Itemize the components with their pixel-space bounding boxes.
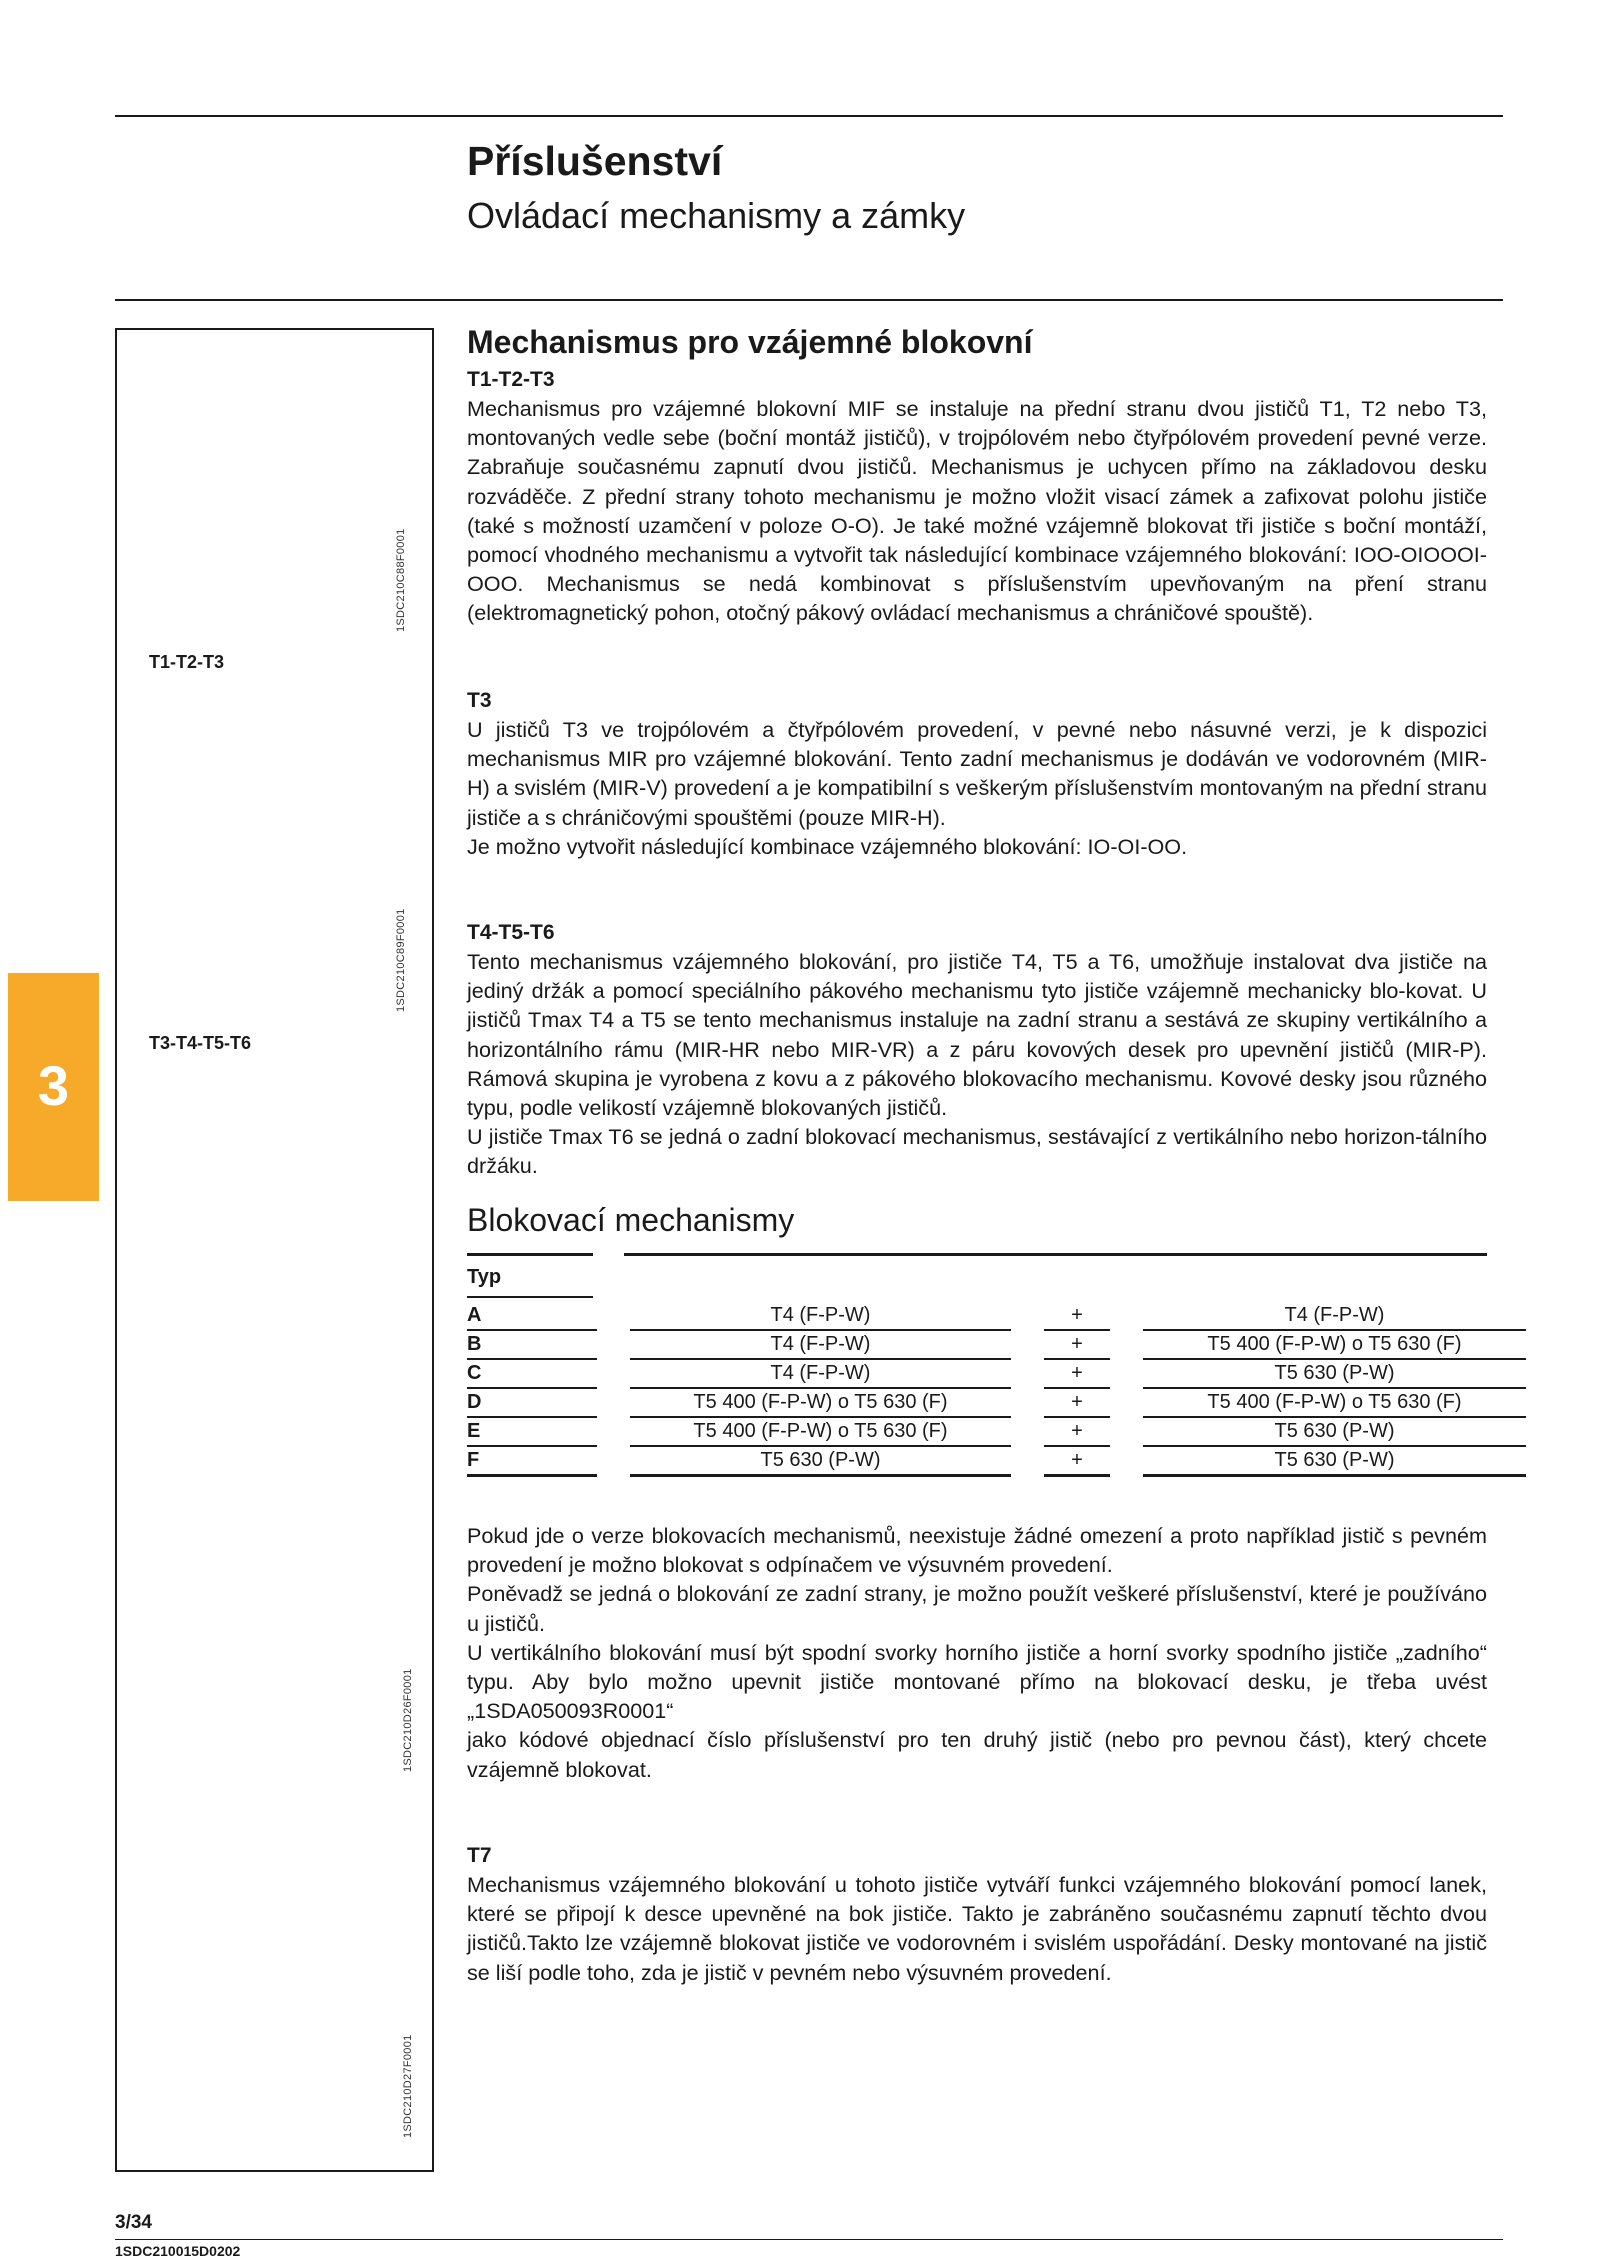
table-row: [467, 1360, 1526, 1389]
section-text: Tento mechanismus vzájemného blokování, pro jističe T4, T5 a T6, umožňuje instalovat dva jističe na jediný držák a pomocí speciálního pákového mechanismu tyto jističe vzájemně mechanicky blo-kovat. U jističů Tmax T4 a T5 se tento mechanismus instaluje na zadní stranu a sestává ze skupiny vertikálního a horizontálního rámu (MIR-HR nebo MIR-VR) a z páru kovových desek pro upevnění jističů (MIR-P). Rámová skupina je vyrobena z kovu a z pákového blokovacího mechanismu. Kovové desky jsou různého typu, podle velikostí vzájemně blokovaných jističů.: [467, 949, 1487, 1121]
image-code: 1SDC210C89F0001: [395, 908, 407, 1012]
table-top-rule: [467, 1253, 593, 1256]
typ-cell: F: [467, 1447, 597, 1477]
plus-sign: +: [1044, 1389, 1110, 1418]
table-row: [467, 1418, 1526, 1447]
left-breaker: T5 630 (P-W): [630, 1447, 1011, 1477]
section-title: T7: [467, 1844, 492, 1867]
plus-sign: +: [1044, 1302, 1110, 1331]
section-title: T4-T5-T6: [467, 921, 555, 944]
section-title: T3: [467, 689, 492, 712]
typ-cell: B: [467, 1331, 597, 1360]
right-breaker: T4 (F-P-W): [1143, 1302, 1526, 1331]
section-text: Mechanismus vzájemného blokování u tohoto jističe vytváří funkci vzájemného blokování pomocí lanek, které se připojí k desce upevněné na bok jističe. Takto je zabráněno současnému zapnutí těchto dvou jističů.Takto lze vzájemně blokovat jističe ve vodorovném i svislém uspořádání. Desky montované na jistič se liší podle toho, zda je jistič v pevném nebo výsuvném provedení.: [467, 1872, 1487, 1985]
right-breaker: T5 630 (P-W): [1143, 1447, 1526, 1477]
footer-rule: [115, 2239, 1503, 2240]
left-breaker: T4 (F-P-W): [630, 1302, 1011, 1331]
blocking-table: [467, 1302, 1526, 1477]
table-row: [467, 1331, 1526, 1360]
header-rule: [115, 299, 1503, 301]
note-paragraph: jako kódové objednací číslo příslušenství pro ten druhý jistič (nebo pro pevnou část), který chcete vzájemně blokovat.: [467, 1727, 1487, 1782]
note-paragraph: U vertikálního blokování musí být spodní svorky horního jističe a horní svorky spodního jističe „zadního“ typu. Aby bylo možno upevnit jističe montované přímo na blokovací desku, je třeba uvést „1SDA050093R0001“: [467, 1639, 1487, 1724]
image-column: [115, 328, 434, 2172]
section-text: U jističů T3 ve trojpólovém a čtyřpólovém provedení, v pevné nebo násuvné verzi, je k dispozici mechanismus MIR pro vzájemné blokování. Tento zadní mechanismus je dodáván ve vodorovném (MIR-H) a svislém (MIR-V) provedení a je kompatibilní s veškerým příslušenstvím montovaným na přední stranu jističe a s chráničovými spouštěmi (pouze MIR-H).: [467, 717, 1487, 830]
image-code: 1SDC210C88F0001: [395, 528, 407, 632]
section-t7: [467, 1841, 1487, 1987]
section-t4-t5-t6: [467, 918, 1487, 1181]
page-title: Příslušenství: [467, 138, 723, 184]
table-header-rule: [467, 1296, 593, 1298]
left-breaker: T4 (F-P-W): [630, 1360, 1011, 1389]
note-paragraph: Poněvadž se jedná o blokování ze zadní strany, je možno použít veškeré příslušenství, které je používáno u jističů.: [467, 1581, 1487, 1636]
right-breaker: T5 400 (F-P-W) o T5 630 (F): [1143, 1389, 1526, 1418]
right-breaker: T5 400 (F-P-W) o T5 630 (F): [1143, 1331, 1526, 1360]
plus-sign: +: [1044, 1418, 1110, 1447]
right-breaker: T5 630 (P-W): [1143, 1360, 1526, 1389]
notes-section: [467, 1521, 1487, 1784]
section-t1-t2-t3: [467, 324, 1487, 628]
blocking-table-section: [467, 1202, 1487, 1239]
table-row: [467, 1302, 1526, 1331]
typ-cell: D: [467, 1389, 597, 1418]
image-label-t1-t2-t3: T1-T2-T3: [149, 652, 225, 672]
page-number: 3/34: [115, 2212, 152, 2233]
image-label-t3-t4-t5-t6: T3-T4-T5-T6: [149, 1033, 252, 1053]
table-typ-header: Typ: [467, 1266, 502, 1288]
table-heading: Blokovací mechanismy: [467, 1202, 795, 1238]
left-breaker: T4 (F-P-W): [630, 1331, 1011, 1360]
typ-cell: C: [467, 1360, 597, 1389]
section-number: 3: [37, 1054, 70, 1117]
note-paragraph: Pokud jde o verze blokovacích mechanismů, neexistuje žádné omezení a proto například jistič s pevném provedení je možno blokovat s odpínačem ve výsuvném provedení.: [467, 1523, 1487, 1578]
plus-sign: +: [1044, 1447, 1110, 1477]
section-text: Je možno vytvořit následující kombinace vzájemného blokování: IO-OI-OO.: [467, 833, 1188, 859]
section-t3: [467, 686, 1487, 861]
table-row: [467, 1389, 1526, 1418]
left-breaker: T5 400 (F-P-W) o T5 630 (F): [630, 1418, 1011, 1447]
top-rule: [115, 115, 1503, 117]
plus-sign: +: [1044, 1331, 1110, 1360]
section-text: U jističe Tmax T6 se jedná o zadní blokovací mechanismus, sestávající z vertikálního nebo horizon-tálního držáku.: [467, 1124, 1487, 1179]
typ-cell: E: [467, 1418, 597, 1447]
typ-cell: A: [467, 1302, 597, 1331]
image-code: 1SDC210D26F0001: [402, 1668, 414, 1772]
section-tab: [8, 973, 99, 1201]
document-code: 1SDC210015D0202: [115, 2243, 241, 2259]
table-row: [467, 1447, 1526, 1477]
section-title: T1-T2-T3: [467, 368, 555, 391]
main-heading: Mechanismus pro vzájemné blokovní: [467, 324, 1033, 360]
section-text: Mechanismus pro vzájemné blokovní MIF se instaluje na přední stranu dvou jističů T1, T2 nebo T3, montovaných vedle sebe (boční montáž jističů), v trojpólovém nebo čtyřpólovém provedení pevné verze. Zabraňuje současnému zapnutí dvou jističů. Mechanismus je uchycen přímo na základovou desku rozváděče. Z přední strany tohoto mechanismu je možno vložit visací zámek a zafixovat polohu jističe (také s možností uzamčení v poloze O-O). Je také možné vzájemně blokovat tři jističe s boční montáží, pomocí vhodného mechanismu a vytvořit tak následující kombinace vzájemného blokování: IOO-OIOOOI-OOO. Mechanismus se nedá kombinovat s příslušenstvím upevňovaným na pření stranu (elektromagnetický pohon, otočný pákový ovládací mechanismus a chráničové spouště).: [467, 396, 1487, 626]
left-breaker: T5 400 (F-P-W) o T5 630 (F): [630, 1389, 1011, 1418]
plus-sign: +: [1044, 1360, 1110, 1389]
table-top-rule: [624, 1253, 1487, 1256]
right-breaker: T5 630 (P-W): [1143, 1418, 1526, 1447]
image-code: 1SDC210D27F0001: [402, 2034, 414, 2138]
page-subtitle: Ovládací mechanismy a zámky: [467, 195, 966, 236]
